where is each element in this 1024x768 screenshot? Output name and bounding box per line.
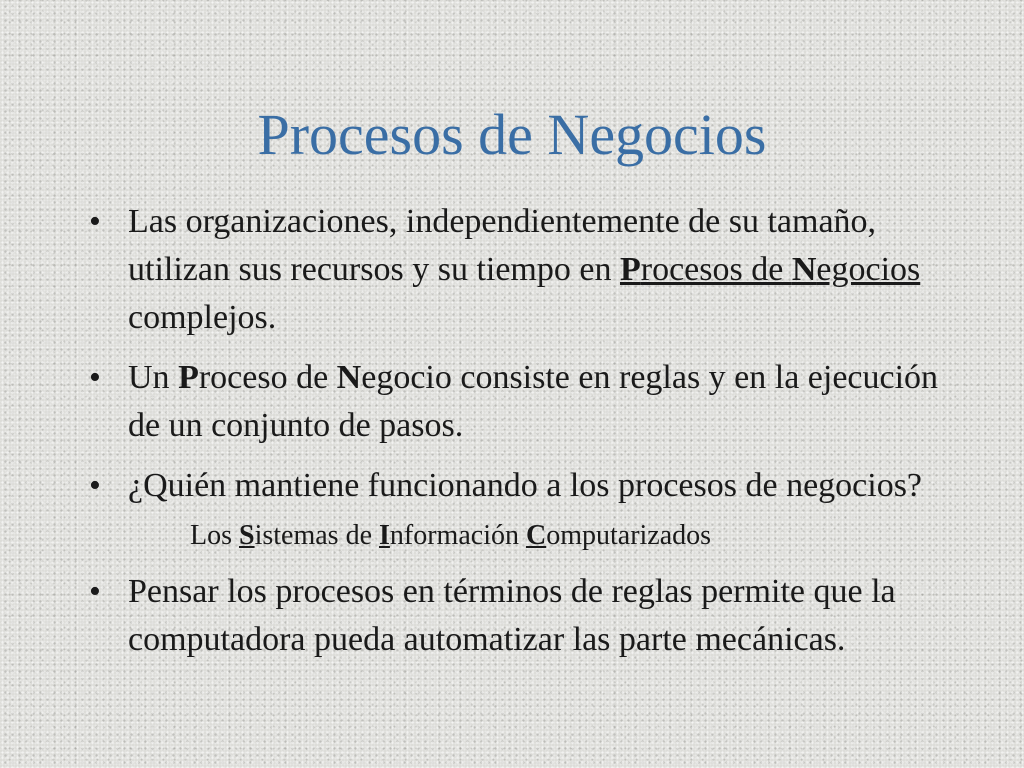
bullet-item-2 bbox=[80, 354, 960, 450]
bold-letter: P bbox=[619, 251, 641, 288]
bold-letter: P bbox=[178, 359, 199, 396]
bullet-text: ¿Quién mantiene funcionando a los procesos de negocios? bbox=[128, 467, 923, 504]
acronym-letter: I bbox=[379, 520, 390, 551]
answer-line bbox=[80, 518, 960, 554]
bullet-marker: • bbox=[89, 573, 101, 610]
bullet-text: egocio consiste en reglas y en la ejecución de un conjunto de pasos. bbox=[128, 359, 939, 444]
underlined-word: rocesos de bbox=[640, 251, 792, 288]
underlined-text bbox=[620, 251, 920, 288]
answer-text: Los bbox=[190, 520, 239, 551]
bullet-item-1 bbox=[80, 198, 960, 342]
bullet-item-3 bbox=[80, 462, 960, 510]
bullet-marker: • bbox=[89, 359, 101, 396]
bold-letter: N bbox=[791, 251, 817, 288]
bullet-text: roceso de bbox=[198, 359, 337, 396]
acronym-letter: S bbox=[239, 520, 255, 551]
bullet-marker: • bbox=[89, 467, 101, 504]
bullet-text: Pensar los procesos en términos de reglas permite que la computadora pueda automatizar las parte mecánicas. bbox=[128, 573, 896, 658]
bullet-item-4 bbox=[80, 568, 960, 664]
bullet-text: Un bbox=[128, 359, 179, 396]
slide-title: Procesos de Negocios bbox=[257, 102, 767, 167]
bullet-text: complejos. bbox=[128, 299, 277, 336]
acronym-letter: C bbox=[525, 520, 547, 551]
bullet-list bbox=[80, 198, 960, 676]
answer-text: istemas de bbox=[254, 520, 379, 551]
bullet-marker: • bbox=[89, 203, 101, 240]
underlined-word: egocios bbox=[816, 251, 921, 288]
answer-text: nformación bbox=[389, 520, 526, 551]
bullet-text: Las organizaciones, independientemente de su tamaño, utilizan sus recursos y su tiempo en bbox=[128, 203, 877, 288]
answer-text: omputarizados bbox=[546, 520, 712, 551]
bold-letter: N bbox=[336, 359, 362, 396]
